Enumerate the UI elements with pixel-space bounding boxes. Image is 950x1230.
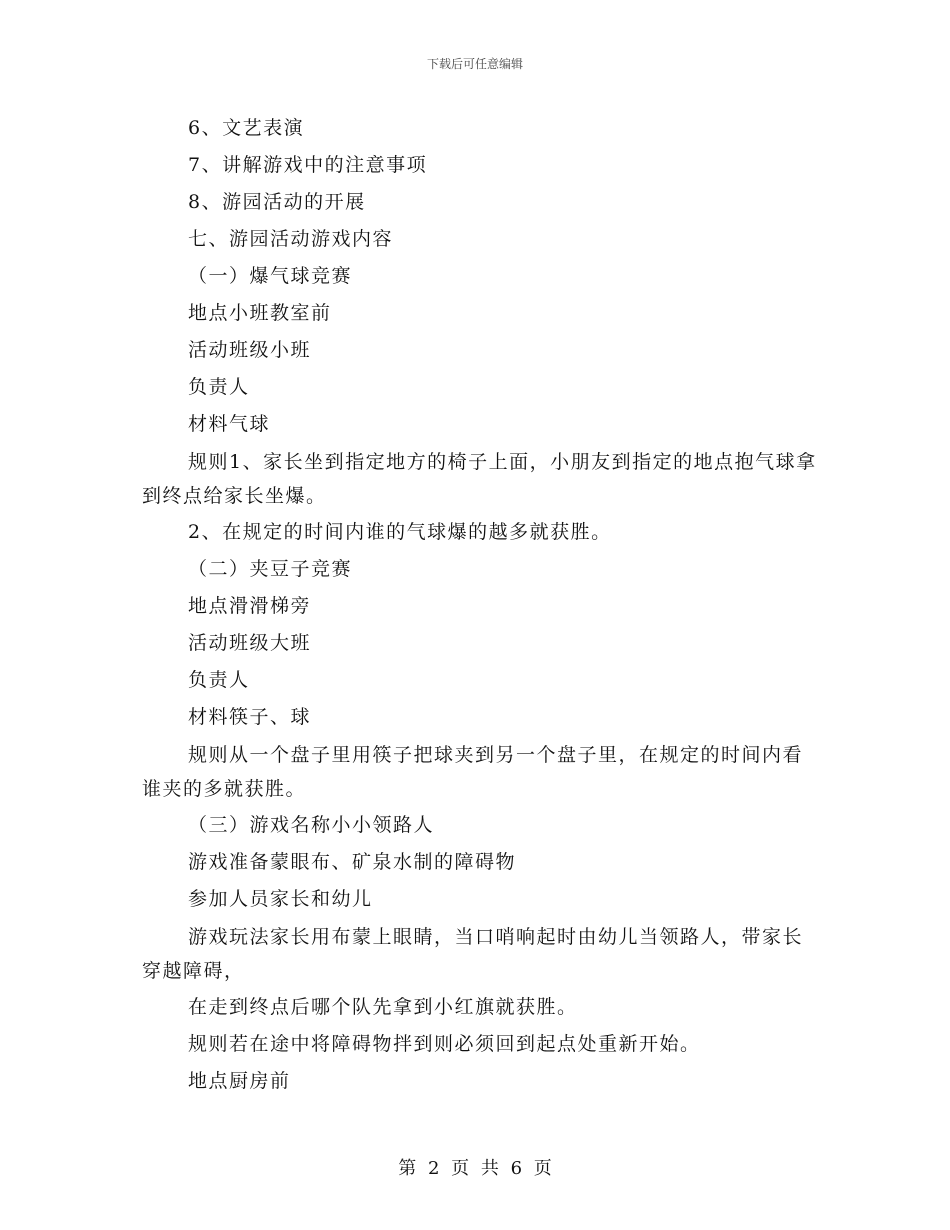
- paragraph: 规则1、家长坐到指定地方的椅子上面，小朋友到指定的地点抱气球拿到终点给家长坐爆。: [142, 451, 817, 507]
- paragraph: 游戏玩法家长用布蒙上眼睛，当口哨响起时由幼儿当领路人，带家长穿越障碍，: [142, 926, 804, 982]
- paragraph: 活动班级大班: [188, 632, 312, 654]
- paragraph: 地点滑滑梯旁: [188, 595, 312, 617]
- list-item: 6、文艺表演: [188, 117, 305, 139]
- paragraph: 地点厨房前: [188, 1070, 291, 1092]
- paragraph: 材料气球: [188, 413, 271, 435]
- paragraph: 2、在规定的时间内谁的气球爆的越多就获胜。: [188, 521, 612, 543]
- paragraph: 材料筷子、球: [188, 706, 312, 728]
- paragraph: 规则从一个盘子里用筷子把球夹到另一个盘子里，在规定的时间内看谁夹的多就获胜。: [142, 744, 804, 800]
- paragraph: 游戏准备蒙眼布、矿泉水制的障碍物: [188, 851, 517, 873]
- paragraph: 规则若在途中将障碍物拌到则必须回到起点处重新开始。: [188, 1033, 701, 1055]
- page-header: 下载后可任意编辑: [426, 57, 523, 71]
- subsection-heading: （三）游戏名称小小领路人: [188, 814, 435, 836]
- subsection-heading: （一）爆气球竞赛: [188, 265, 353, 287]
- document-body: [142, 110, 822, 1100]
- list-item: 8、游园活动的开展: [188, 191, 366, 213]
- page-footer: 第 2 页 共 6 页: [398, 1158, 552, 1179]
- section-heading: 七、游园活动游戏内容: [188, 228, 394, 250]
- subsection-heading: （二）夹豆子竞赛: [188, 558, 353, 580]
- paragraph: 负责人: [188, 669, 250, 691]
- paragraph: 参加人员家长和幼儿: [188, 888, 373, 910]
- paragraph: 地点小班教室前: [188, 302, 332, 324]
- paragraph: 活动班级小班: [188, 339, 312, 361]
- paragraph: 负责人: [188, 376, 250, 398]
- paragraph: 在走到终点后哪个队先拿到小红旗就获胜。: [188, 996, 578, 1018]
- list-item: 7、讲解游戏中的注意事项: [188, 154, 428, 176]
